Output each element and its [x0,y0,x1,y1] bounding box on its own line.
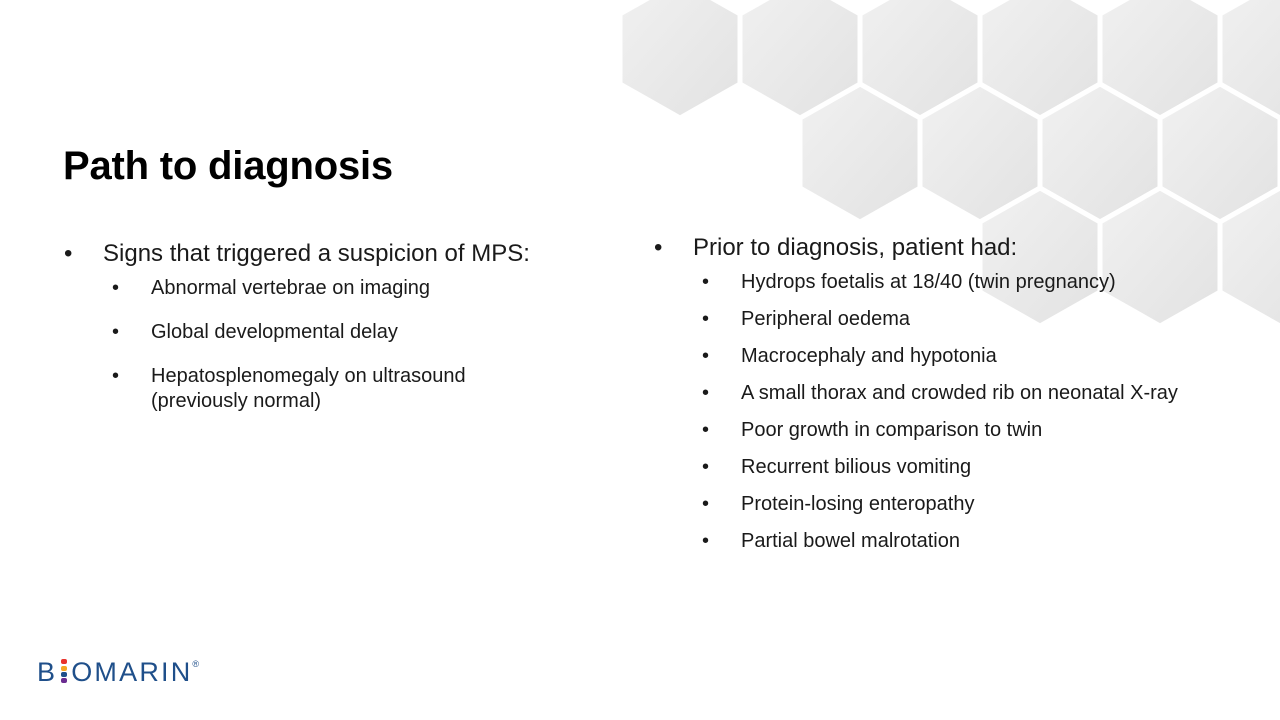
bullet-icon: • [64,240,73,267]
logo-text-start: B [37,657,58,687]
list-item-text: Peripheral oedema [741,308,910,330]
bullet-icon: • [112,321,120,343]
list-item-text: Hydrops foetalis at 18/40 (twin pregnancy) [741,271,1116,293]
list-item [650,418,1230,443]
list-item-text: Protein-losing enteropathy [741,493,975,515]
list-item-text: Global developmental delay [151,321,398,343]
logo-text-end: OMARIN [71,657,193,687]
list-item [60,276,620,301]
list-item-text: Poor growth in comparison to twin [741,419,1043,441]
list-item [650,381,1211,406]
biomarin-logo [37,648,199,688]
list-item [60,364,481,414]
list-item [650,307,1230,332]
list-item-text: Recurrent bilious vomiting [741,456,972,478]
list-item [650,529,1230,554]
left-heading [60,238,620,270]
bullet-icon: • [702,530,710,552]
bullet-icon: • [654,234,663,261]
logo-dot-orange [61,666,67,671]
bullet-icon: • [702,456,710,478]
logo-i-mark-icon [60,657,68,683]
page-title: Path to diagnosis [63,144,393,188]
registered-mark: ® [192,659,200,669]
list-item-text: Partial bowel malrotation [741,530,960,552]
bullet-icon: • [702,382,710,404]
logo-dot-red [61,659,67,664]
list-item-text: A small thorax and crowded rib on neonatal X-ray [741,382,1178,404]
list-item-text: Abnormal vertebrae on imaging [151,277,431,299]
bullet-icon: • [112,277,120,299]
bullet-icon: • [702,271,710,293]
list-item [650,492,1230,517]
list-item [60,320,620,345]
bullet-icon: • [702,493,710,515]
right-heading-text: Prior to diagnosis, patient had: [693,234,1018,261]
list-item-text: Hepatosplenomegaly on ultrasound (previously normal) [151,365,466,412]
logo-dot-blue [61,672,67,677]
list-item [650,270,1230,295]
bullet-icon: • [702,308,710,330]
left-heading-text: Signs that triggered a suspicion of MPS: [103,240,530,267]
bullet-icon: • [112,365,120,387]
left-column [60,238,620,433]
bullet-icon: • [702,419,710,441]
right-heading [650,232,1230,264]
right-column [650,232,1230,566]
bullet-icon: • [702,345,710,367]
list-item [650,344,1230,369]
logo-dot-purple [61,678,67,683]
list-item [650,455,1230,480]
list-item-text: Macrocephaly and hypotonia [741,345,997,367]
